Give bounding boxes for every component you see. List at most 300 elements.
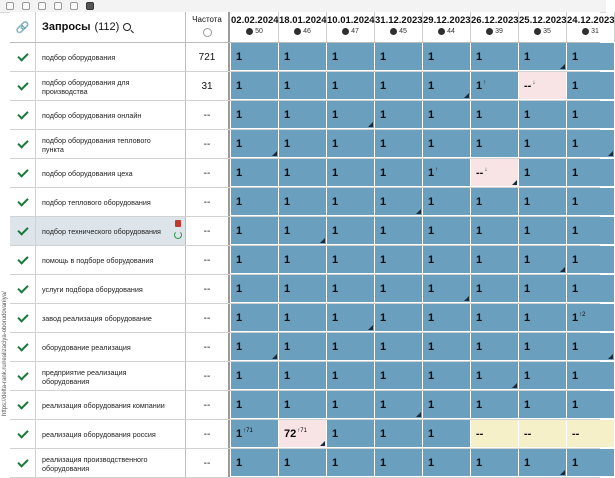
checkmark-icon <box>17 427 28 438</box>
date-column-header[interactable] <box>423 12 471 42</box>
position-cell[interactable] <box>471 391 519 419</box>
position-cell[interactable] <box>567 43 615 71</box>
query-cell[interactable] <box>36 304 186 332</box>
position-change: ↑71 <box>297 427 307 434</box>
position-cell[interactable] <box>279 43 327 71</box>
position-value: 1 <box>524 282 531 295</box>
position-cell[interactable] <box>375 362 423 390</box>
checkmark-icon <box>17 224 28 235</box>
position-cell[interactable] <box>375 449 423 477</box>
table-row[interactable] <box>10 333 600 362</box>
table-row[interactable] <box>10 188 600 217</box>
position-value: 1 <box>332 166 339 179</box>
position-cell[interactable] <box>231 130 279 158</box>
query-text: реализация производственного оборудования <box>42 455 148 473</box>
position-cell[interactable] <box>471 304 519 332</box>
position-value: 1 <box>380 369 387 382</box>
position-value: 1 <box>476 108 483 121</box>
query-cell[interactable] <box>36 246 186 274</box>
position-cell[interactable] <box>519 43 567 71</box>
date-column-header[interactable] <box>327 12 375 42</box>
date-label: 29.12.2023 <box>423 15 471 26</box>
position-cell[interactable] <box>471 246 519 274</box>
query-cell[interactable] <box>36 159 186 187</box>
query-cell[interactable] <box>36 362 186 390</box>
position-value: 1 <box>572 311 579 324</box>
position-cell[interactable] <box>375 43 423 71</box>
position-value: 1 <box>380 253 387 266</box>
position-cell[interactable] <box>423 449 471 477</box>
position-cell[interactable] <box>519 362 567 390</box>
query-text: реализация оборудования компании <box>42 401 165 411</box>
top-count-value: 47 <box>351 28 359 35</box>
position-value: 1 <box>572 108 579 121</box>
position-value: 1 <box>428 108 435 121</box>
checkmark-icon <box>17 369 28 380</box>
position-cell[interactable] <box>423 130 471 158</box>
position-cell[interactable] <box>519 333 567 361</box>
position-cell[interactable] <box>231 275 279 303</box>
position-value: 1 <box>428 282 435 295</box>
row-check[interactable] <box>10 217 36 245</box>
table-row[interactable] <box>10 217 600 246</box>
position-cell[interactable] <box>231 362 279 390</box>
position-cell[interactable] <box>471 72 519 100</box>
checkmark-icon <box>17 166 28 177</box>
position-cell[interactable] <box>567 188 615 216</box>
frequency-header[interactable] <box>186 12 230 42</box>
position-cell[interactable] <box>279 188 327 216</box>
position-cell[interactable] <box>327 43 375 71</box>
query-cell[interactable] <box>36 72 186 100</box>
position-value: 1 <box>332 369 339 382</box>
position-cell[interactable] <box>567 275 615 303</box>
position-value: 1 <box>284 456 291 469</box>
row-check[interactable] <box>10 391 36 419</box>
position-value: 1 <box>236 398 243 411</box>
row-check[interactable] <box>10 333 36 361</box>
position-value: 1 <box>476 311 483 324</box>
position-cell[interactable] <box>567 333 615 361</box>
position-cell[interactable] <box>423 101 471 129</box>
position-cell[interactable] <box>375 246 423 274</box>
search-icon[interactable] <box>123 23 131 31</box>
position-cell[interactable] <box>423 391 471 419</box>
position-cell[interactable] <box>375 159 423 187</box>
position-cell[interactable] <box>375 420 423 448</box>
checkmark-icon <box>17 50 28 61</box>
date-label: 18.01.2024 <box>279 15 327 26</box>
position-cell[interactable] <box>327 304 375 332</box>
frequency-cell: -- <box>186 159 230 187</box>
position-value: 1 <box>332 79 339 92</box>
position-cell[interactable] <box>567 449 615 477</box>
date-column-header[interactable] <box>567 12 615 42</box>
table-row[interactable] <box>10 420 600 449</box>
position-cell[interactable] <box>231 72 279 100</box>
position-cell[interactable] <box>471 188 519 216</box>
count-icon <box>582 28 589 35</box>
checkmark-icon <box>17 311 28 322</box>
position-cell[interactable] <box>471 217 519 245</box>
position-value: 1 <box>476 340 483 353</box>
position-cell[interactable] <box>423 246 471 274</box>
position-cell[interactable] <box>375 304 423 332</box>
position-cell[interactable] <box>279 420 327 448</box>
position-value: 1 <box>476 195 483 208</box>
position-value: 1 <box>428 224 435 237</box>
position-cell[interactable] <box>231 43 279 71</box>
frequency-cell: 31 <box>186 72 230 100</box>
position-cell[interactable] <box>471 43 519 71</box>
query-text: подбор оборудования <box>42 53 116 63</box>
position-value: 1 <box>236 456 243 469</box>
position-cell[interactable] <box>279 217 327 245</box>
checkmark-icon <box>17 108 28 119</box>
query-cell[interactable] <box>36 101 186 129</box>
date-column-header[interactable] <box>375 12 423 42</box>
position-cell[interactable] <box>423 275 471 303</box>
position-cell[interactable] <box>279 275 327 303</box>
position-cell[interactable] <box>279 333 327 361</box>
position-value: 1 <box>572 137 579 150</box>
top-count <box>471 28 518 35</box>
date-column-header[interactable] <box>231 12 279 42</box>
position-cell[interactable] <box>231 391 279 419</box>
position-cell[interactable] <box>519 275 567 303</box>
position-cell[interactable] <box>519 130 567 158</box>
position-cell[interactable] <box>279 159 327 187</box>
position-cell[interactable] <box>375 101 423 129</box>
position-value: 1 <box>476 456 483 469</box>
position-cell[interactable] <box>327 188 375 216</box>
position-cell[interactable] <box>327 391 375 419</box>
position-value: 1 <box>332 311 339 324</box>
position-cell[interactable] <box>423 217 471 245</box>
position-cell[interactable] <box>327 246 375 274</box>
frequency-settings-icon[interactable] <box>203 28 212 37</box>
position-value: 1 <box>380 137 387 150</box>
position-cell[interactable] <box>279 130 327 158</box>
position-value: 1 <box>572 79 579 92</box>
position-value: 1 <box>380 340 387 353</box>
table-row[interactable] <box>10 362 600 391</box>
query-cell[interactable] <box>36 188 186 216</box>
position-cell[interactable] <box>231 159 279 187</box>
position-cell[interactable] <box>567 159 615 187</box>
position-value: 1 <box>572 224 579 237</box>
query-cell[interactable] <box>36 391 186 419</box>
table-row[interactable] <box>10 159 600 188</box>
position-cell[interactable] <box>327 159 375 187</box>
copy-icon[interactable] <box>22 2 30 10</box>
position-cell[interactable] <box>519 420 567 448</box>
date-label: 31.12.2023 <box>375 15 423 26</box>
position-cell[interactable] <box>471 449 519 477</box>
row-check[interactable] <box>10 449 36 477</box>
pin-icon[interactable] <box>38 2 46 10</box>
position-cell[interactable] <box>375 188 423 216</box>
frequency-cell: -- <box>186 188 230 216</box>
position-cell[interactable] <box>567 72 615 100</box>
row-check[interactable] <box>10 275 36 303</box>
position-cell[interactable] <box>423 362 471 390</box>
position-value: 1 <box>380 427 387 440</box>
position-value: 1 <box>524 224 531 237</box>
position-value: 1 <box>524 195 531 208</box>
position-value: 1 <box>236 195 243 208</box>
date-label: 24.12.2023 <box>567 15 615 26</box>
position-value: 1 <box>284 166 291 179</box>
position-cell[interactable] <box>279 72 327 100</box>
date-column-header[interactable] <box>519 12 567 42</box>
position-value: 1 <box>428 166 435 179</box>
position-cell[interactable] <box>567 362 615 390</box>
query-cell[interactable] <box>36 420 186 448</box>
top-count <box>279 28 326 35</box>
position-cell[interactable] <box>327 217 375 245</box>
date-label: 02.02.2024 <box>231 15 279 26</box>
query-cell[interactable] <box>36 130 186 158</box>
position-value: 1 <box>572 340 579 353</box>
position-cell[interactable] <box>423 159 471 187</box>
queries-header[interactable] <box>36 12 186 42</box>
position-value: 1 <box>332 253 339 266</box>
position-value: 1 <box>476 282 483 295</box>
frequency-cell: -- <box>186 362 230 390</box>
table-row[interactable] <box>10 130 600 159</box>
position-cell[interactable] <box>423 304 471 332</box>
position-cell[interactable] <box>567 217 615 245</box>
position-cell[interactable] <box>327 362 375 390</box>
position-value: 1 <box>572 195 579 208</box>
frequency-cell: 721 <box>186 43 230 71</box>
position-value: 1 <box>284 253 291 266</box>
position-cell[interactable] <box>279 304 327 332</box>
row-check[interactable] <box>10 420 36 448</box>
position-cell[interactable] <box>375 333 423 361</box>
position-cell[interactable] <box>471 333 519 361</box>
position-cell[interactable] <box>471 420 519 448</box>
position-cell[interactable] <box>231 246 279 274</box>
position-cell[interactable] <box>327 420 375 448</box>
query-text: подбор технического оборудования <box>42 227 161 237</box>
position-value: 1 <box>524 398 531 411</box>
table-row[interactable] <box>10 43 600 72</box>
position-value: 1 <box>476 79 483 92</box>
side-url-text: https://delta-rank.ru/realizaciya-oborudovaniya/ <box>2 291 8 416</box>
position-value: 1 <box>428 398 435 411</box>
position-value: 1 <box>428 195 435 208</box>
position-cell[interactable] <box>519 217 567 245</box>
position-value: 1 <box>284 398 291 411</box>
position-value: 1 <box>476 369 483 382</box>
row-check[interactable] <box>10 362 36 390</box>
query-cell[interactable] <box>36 449 186 477</box>
position-value: 1 <box>380 311 387 324</box>
top-count <box>567 28 614 35</box>
position-cell[interactable] <box>327 275 375 303</box>
position-value: 1 <box>524 456 531 469</box>
table-row[interactable] <box>10 246 600 275</box>
row-check[interactable] <box>10 72 36 100</box>
position-cell[interactable] <box>519 391 567 419</box>
position-value: 1 <box>380 166 387 179</box>
position-value: 1 <box>476 224 483 237</box>
position-cell[interactable] <box>519 304 567 332</box>
position-cell[interactable] <box>519 72 567 100</box>
position-cell[interactable] <box>567 391 615 419</box>
table-row[interactable] <box>10 72 600 101</box>
query-text: подбор оборудования для производства <box>42 78 130 96</box>
position-cell[interactable] <box>231 333 279 361</box>
table-row[interactable] <box>10 275 600 304</box>
position-cell[interactable] <box>279 246 327 274</box>
row-check[interactable] <box>10 246 36 274</box>
queries-label: Запросы <box>42 21 91 33</box>
position-cell[interactable] <box>471 101 519 129</box>
row-check[interactable] <box>10 188 36 216</box>
position-cell[interactable] <box>567 130 615 158</box>
position-value: 1 <box>476 50 483 63</box>
position-value: 1 <box>236 369 243 382</box>
position-value: 1 <box>380 108 387 121</box>
position-value: 1 <box>284 195 291 208</box>
grid-icon[interactable] <box>86 2 94 10</box>
position-cell[interactable] <box>423 43 471 71</box>
position-cell[interactable] <box>231 449 279 477</box>
position-cell[interactable] <box>327 333 375 361</box>
table-row[interactable] <box>10 391 600 420</box>
position-cell[interactable] <box>231 217 279 245</box>
checkmark-icon <box>17 340 28 351</box>
row-check[interactable] <box>10 304 36 332</box>
date-column-header[interactable] <box>471 12 519 42</box>
checkmark-icon <box>17 195 28 206</box>
row-check[interactable] <box>10 101 36 129</box>
position-cell[interactable] <box>327 130 375 158</box>
position-value: 1 <box>236 253 243 266</box>
position-cell[interactable] <box>567 304 615 332</box>
position-change: ↑2 <box>579 311 586 318</box>
position-cell[interactable] <box>327 449 375 477</box>
position-value: 1 <box>524 50 531 63</box>
row-check[interactable] <box>10 130 36 158</box>
position-value: 1 <box>428 137 435 150</box>
count-icon <box>342 28 349 35</box>
position-cell[interactable] <box>567 420 615 448</box>
trash-icon[interactable] <box>175 220 181 227</box>
table-row[interactable] <box>10 449 600 478</box>
query-cell[interactable] <box>36 333 186 361</box>
position-cell[interactable] <box>231 304 279 332</box>
position-cell[interactable] <box>471 130 519 158</box>
position-cell[interactable] <box>375 275 423 303</box>
position-value: 1 <box>332 456 339 469</box>
position-cell[interactable] <box>471 275 519 303</box>
position-cell[interactable] <box>519 188 567 216</box>
link-column-header[interactable] <box>10 12 36 42</box>
table-row[interactable] <box>10 304 600 333</box>
position-value: 1 <box>236 282 243 295</box>
position-change: ↑71 <box>243 427 253 434</box>
count-icon <box>486 28 493 35</box>
position-cell[interactable] <box>231 101 279 129</box>
frequency-cell: -- <box>186 246 230 274</box>
link-icon: 🔗 <box>15 21 30 34</box>
position-value: 1 <box>428 369 435 382</box>
position-value: 1 <box>380 79 387 92</box>
position-cell[interactable] <box>279 391 327 419</box>
query-text: подбор оборудования онлайн <box>42 111 142 121</box>
position-cell[interactable] <box>519 246 567 274</box>
row-check[interactable] <box>10 43 36 71</box>
query-cell[interactable] <box>36 275 186 303</box>
position-value: 1 <box>236 311 243 324</box>
row-check[interactable] <box>10 159 36 187</box>
position-cell[interactable] <box>423 188 471 216</box>
checkmark-icon <box>17 282 28 293</box>
position-cell[interactable] <box>375 72 423 100</box>
position-cell[interactable] <box>279 362 327 390</box>
position-cell[interactable] <box>279 101 327 129</box>
position-cell[interactable] <box>423 420 471 448</box>
position-cell[interactable] <box>375 391 423 419</box>
refresh-icon[interactable] <box>174 231 182 239</box>
position-value: 1 <box>572 166 579 179</box>
position-cell[interactable] <box>231 188 279 216</box>
position-value: 1 <box>284 340 291 353</box>
position-cell[interactable] <box>375 130 423 158</box>
edit-icon[interactable] <box>70 2 78 10</box>
position-value: 1 <box>524 108 531 121</box>
top-count <box>423 28 470 35</box>
query-text: услуги подбора оборудования <box>42 285 143 295</box>
position-cell[interactable] <box>519 101 567 129</box>
position-value: 1 <box>236 340 243 353</box>
position-value: 1 <box>236 50 243 63</box>
menu-icon[interactable] <box>6 2 14 10</box>
position-cell[interactable] <box>279 449 327 477</box>
checkmark-icon <box>17 456 28 467</box>
position-value: 1 <box>380 195 387 208</box>
position-cell[interactable] <box>471 159 519 187</box>
query-cell[interactable] <box>36 43 186 71</box>
position-cell[interactable] <box>567 101 615 129</box>
position-cell[interactable] <box>327 101 375 129</box>
position-cell[interactable] <box>231 420 279 448</box>
query-cell[interactable] <box>36 217 186 245</box>
position-cell[interactable] <box>519 159 567 187</box>
position-cell[interactable] <box>423 72 471 100</box>
position-value: 1 <box>332 50 339 63</box>
table-row[interactable] <box>10 101 600 130</box>
top-count-value: 45 <box>399 28 407 35</box>
position-cell[interactable] <box>519 449 567 477</box>
position-cell[interactable] <box>471 362 519 390</box>
position-cell[interactable] <box>375 217 423 245</box>
position-cell[interactable] <box>327 72 375 100</box>
position-value: -- <box>476 427 484 440</box>
position-value: 1 <box>572 253 579 266</box>
frequency-cell: -- <box>186 275 230 303</box>
position-value: -- <box>572 427 580 440</box>
date-column-header[interactable] <box>279 12 327 42</box>
position-value: 1 <box>236 166 243 179</box>
link-icon[interactable] <box>54 2 62 10</box>
position-cell[interactable] <box>567 246 615 274</box>
position-cell[interactable] <box>423 333 471 361</box>
